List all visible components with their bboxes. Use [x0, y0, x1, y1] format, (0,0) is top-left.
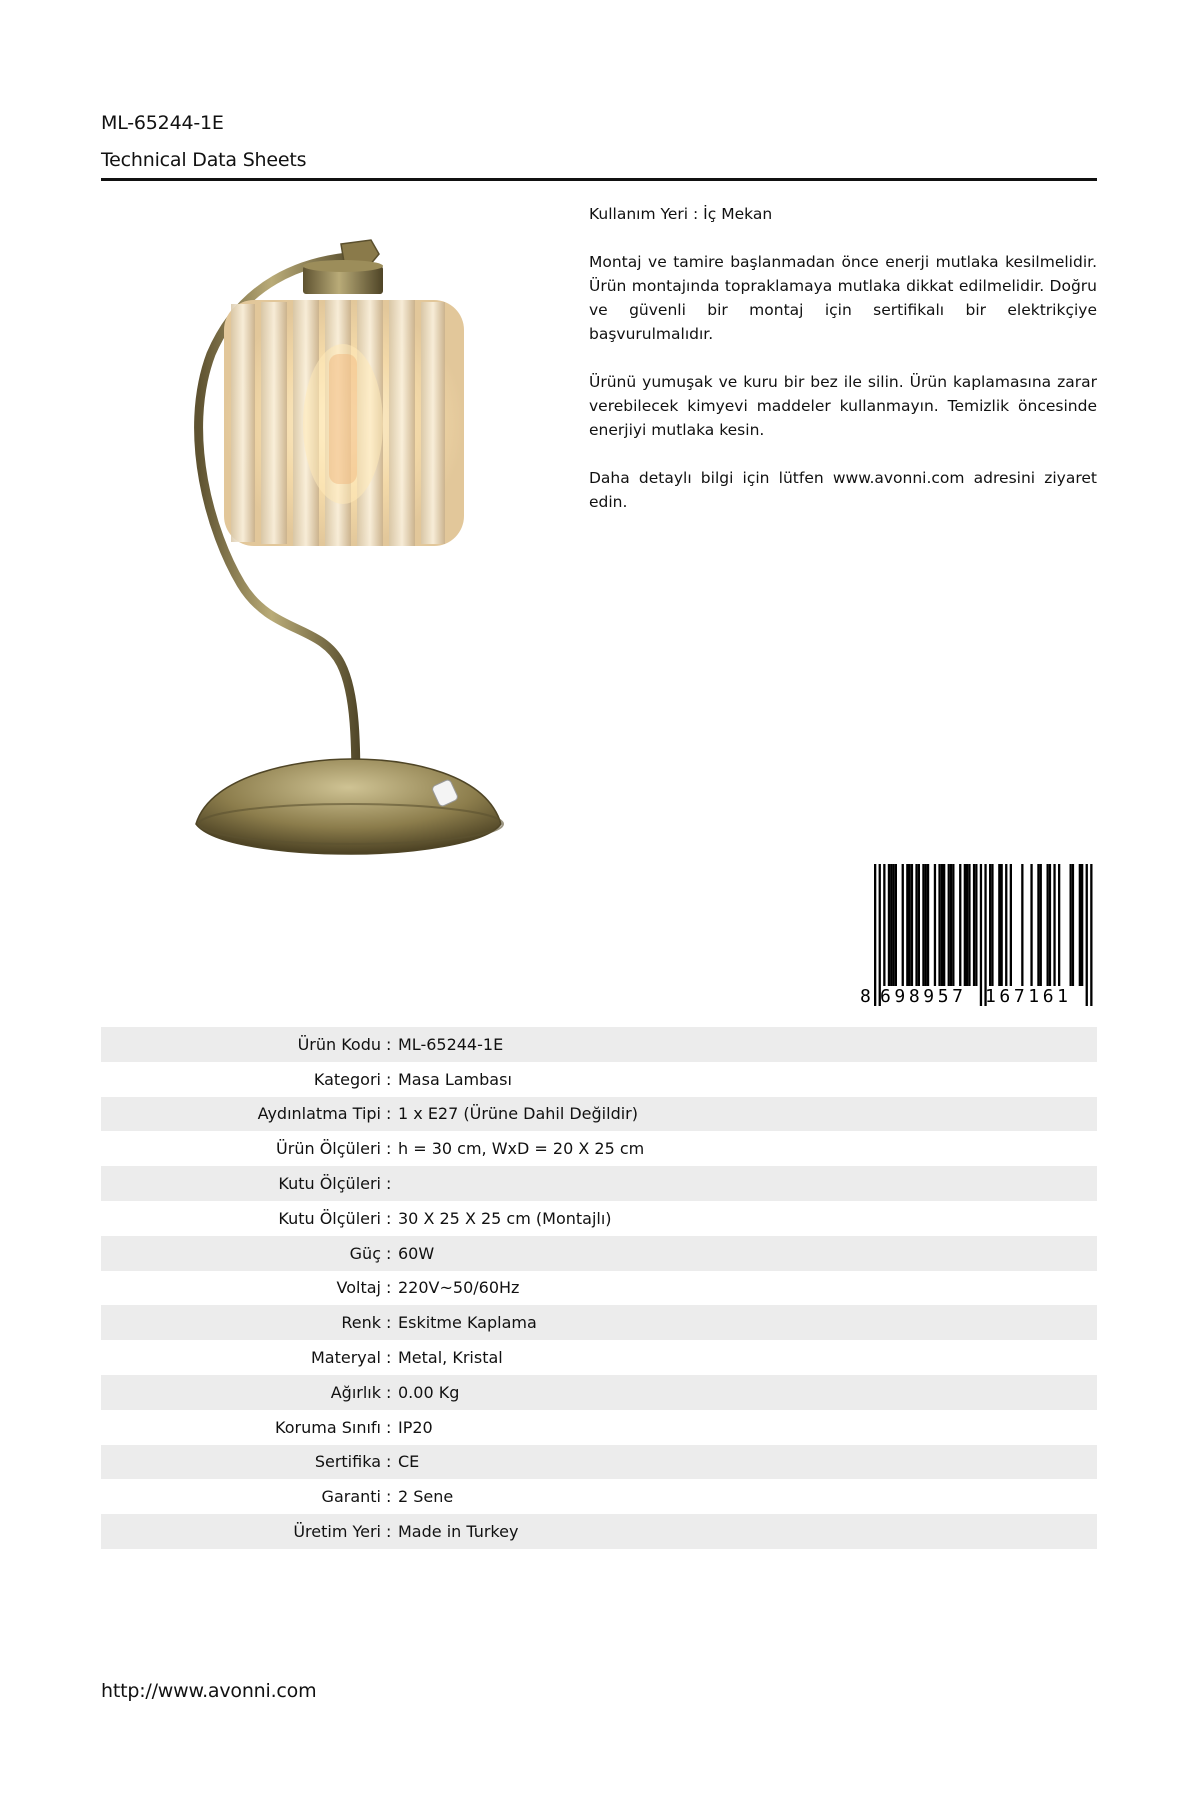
website-note: Daha detaylı bilgi için lütfen www.avonni.com adresini ziyaret edin. — [589, 469, 1097, 511]
spec-label: Aydınlatma Tipi — [257, 1104, 381, 1124]
spec-value: 2 Sene — [398, 1487, 454, 1507]
spec-separator: : — [386, 1452, 392, 1472]
barcode-bar — [1005, 864, 1007, 986]
barcode-bar — [1070, 864, 1072, 986]
barcode-bar — [998, 864, 1000, 986]
spec-separator: : — [386, 1382, 392, 1402]
spec-row-uretim-yeri — [101, 1514, 1097, 1549]
barcode-bar — [1037, 864, 1039, 986]
barcode-bar — [874, 864, 876, 1006]
barcode-bar — [1040, 864, 1042, 986]
barcode-bar — [966, 864, 968, 986]
barcode-bar — [1030, 864, 1032, 986]
spec-separator: : — [386, 1278, 392, 1298]
spec-value: 30 X 25 X 25 cm (Montajlı) — [398, 1208, 612, 1228]
barcode-bar — [918, 864, 920, 986]
spec-row-kutu-olculeri-empty — [101, 1166, 1097, 1201]
spec-row-renk — [101, 1305, 1097, 1340]
barcode-bar — [959, 864, 961, 986]
spec-value: 220V~50/60Hz — [398, 1278, 520, 1298]
spec-value: Metal, Kristal — [398, 1348, 503, 1368]
spec-separator: : — [386, 1104, 392, 1124]
spec-row-materyal — [101, 1340, 1097, 1375]
spec-label: Ürün Kodu — [297, 1034, 381, 1054]
barcode-bar — [927, 864, 929, 986]
spec-value: 60W — [398, 1243, 435, 1263]
barcode-bar — [915, 864, 917, 986]
barcode-bar — [1021, 864, 1023, 986]
barcode-bar — [1081, 864, 1083, 986]
barcode-digits-right: 167161 — [985, 986, 1072, 1006]
barcode-bar — [906, 864, 908, 986]
barcode-digit-lead: 8 — [860, 986, 871, 1006]
product-code-title: ML-65244-1E — [101, 112, 224, 134]
barcode-bar — [1053, 864, 1055, 986]
spec-label: Koruma Sınıfı — [275, 1417, 381, 1437]
spec-separator: : — [386, 1174, 392, 1194]
spec-label: Ağırlık — [330, 1382, 381, 1402]
barcode-bar — [1047, 864, 1049, 986]
usage-line: Kullanım Yeri : İç Mekan — [589, 205, 773, 223]
barcode-bar — [948, 864, 950, 986]
barcode-bar — [943, 864, 945, 986]
barcode-bar — [892, 864, 894, 986]
spec-label: Garanti — [321, 1487, 381, 1507]
spec-label: Kutu Ölçüleri — [278, 1174, 381, 1194]
spec-row-urun-olculeri — [101, 1131, 1097, 1166]
spec-label: Kutu Ölçüleri — [278, 1208, 381, 1228]
spec-separator: : — [386, 1487, 392, 1507]
spec-separator: : — [386, 1522, 392, 1542]
barcode-bar — [909, 864, 911, 986]
spec-value: CE — [398, 1452, 420, 1472]
spec-separator: : — [386, 1417, 392, 1437]
spec-value: Made in Turkey — [398, 1522, 519, 1542]
spec-separator: : — [386, 1139, 392, 1159]
spec-label: Üretim Yeri — [293, 1522, 381, 1542]
barcode-bar — [950, 864, 952, 986]
cleaning-instructions: Ürünü yumuşak ve kuru bir bez ile silin. Ürün kaplamasına zarar verebilecek kimyevi maddeler kullanmayın. Temizlik öncesinde enerjiyi mutlaka kesin. — [589, 373, 1097, 439]
spec-row-kutu-olculeri — [101, 1201, 1097, 1236]
spec-label: Renk — [341, 1313, 381, 1333]
spec-row-urun-kodu — [101, 1027, 1097, 1062]
barcode-bar — [975, 864, 977, 986]
barcode-bar — [984, 864, 986, 1006]
barcode-bar — [973, 864, 975, 986]
spec-label: Voltaj — [336, 1278, 381, 1298]
spec-value: IP20 — [398, 1417, 433, 1437]
barcode-bar — [1001, 864, 1003, 986]
product-photo — [101, 204, 573, 962]
barcode-bar — [991, 864, 993, 986]
spec-separator: : — [386, 1034, 392, 1054]
spec-label: Sertifika — [314, 1452, 381, 1472]
barcode-bar — [895, 864, 897, 986]
barcode-bar — [890, 864, 892, 986]
barcode-bar — [1072, 864, 1074, 986]
spec-label: Güç — [349, 1243, 381, 1263]
spec-separator: : — [386, 1313, 392, 1333]
barcode-bar — [941, 864, 943, 986]
spec-separator: : — [386, 1069, 392, 1089]
barcode-bar — [925, 864, 927, 986]
barcode-bar — [952, 864, 954, 986]
spec-separator: : — [386, 1208, 392, 1228]
barcode-bar — [888, 864, 890, 986]
barcode-bar — [1090, 864, 1092, 1006]
spec-value: ML-65244-1E — [398, 1034, 504, 1054]
document-subtitle: Technical Data Sheets — [101, 149, 307, 171]
barcode-bar — [934, 864, 936, 986]
barcode-bar — [902, 864, 904, 986]
barcode-bars — [874, 864, 1093, 1006]
barcode-bar — [1086, 864, 1088, 1006]
barcode-bar — [911, 864, 913, 986]
barcode-bar — [879, 864, 881, 1006]
spec-label: Materyal — [310, 1348, 381, 1368]
barcode-bar — [1079, 864, 1081, 986]
barcode-bar — [980, 864, 982, 1006]
spec-label: Ürün Ölçüleri — [276, 1139, 381, 1159]
barcode-bar — [964, 864, 966, 986]
spec-value: 1 x E27 (Ürüne Dahil Değildir) — [398, 1104, 638, 1124]
installation-warning: Montaj ve tamire başlanmadan önce enerji mutlaka kesilmelidir. Ürün montajında topraklamaya mutlaka dikkat edilmelidir. Doğru ve güvenli bir montaj için sertifikalı bir elektrikçiye başvurulmalıdır. — [589, 253, 1097, 343]
spec-row-aydinlatma-tipi — [101, 1097, 1097, 1132]
barcode-bar — [1010, 864, 1012, 986]
barcode-bar — [968, 864, 970, 986]
spec-row-kategori — [101, 1062, 1097, 1097]
spec-value: 0.00 Kg — [398, 1382, 460, 1402]
barcode-bar — [938, 864, 940, 986]
spec-value: h = 30 cm, WxD = 20 X 25 cm — [398, 1139, 645, 1159]
header-divider — [101, 178, 1097, 181]
spec-row-sertifika — [101, 1445, 1097, 1480]
spec-row-guc — [101, 1236, 1097, 1271]
barcode-bar — [1058, 864, 1060, 986]
spec-row-voltaj — [101, 1271, 1097, 1306]
spec-value: Masa Lambası — [398, 1069, 512, 1089]
spec-separator: : — [386, 1348, 392, 1368]
barcode-bar — [883, 864, 885, 986]
product-info — [589, 202, 1097, 514]
spec-table — [101, 1027, 1097, 1549]
barcode-bar — [922, 864, 924, 986]
spec-row-koruma-sinifi — [101, 1410, 1097, 1445]
spec-row-agirlik — [101, 1375, 1097, 1410]
spec-label: Kategori — [313, 1069, 381, 1089]
barcode — [858, 864, 1098, 1006]
spec-row-garanti — [101, 1479, 1097, 1514]
barcode-bar — [989, 864, 991, 986]
spec-separator: : — [386, 1243, 392, 1263]
barcode-bar — [1049, 864, 1051, 986]
spec-value: Eskitme Kaplama — [398, 1313, 537, 1333]
footer-url: http://www.avonni.com — [101, 1680, 317, 1702]
barcode-digits-left: 698957 — [880, 986, 967, 1006]
